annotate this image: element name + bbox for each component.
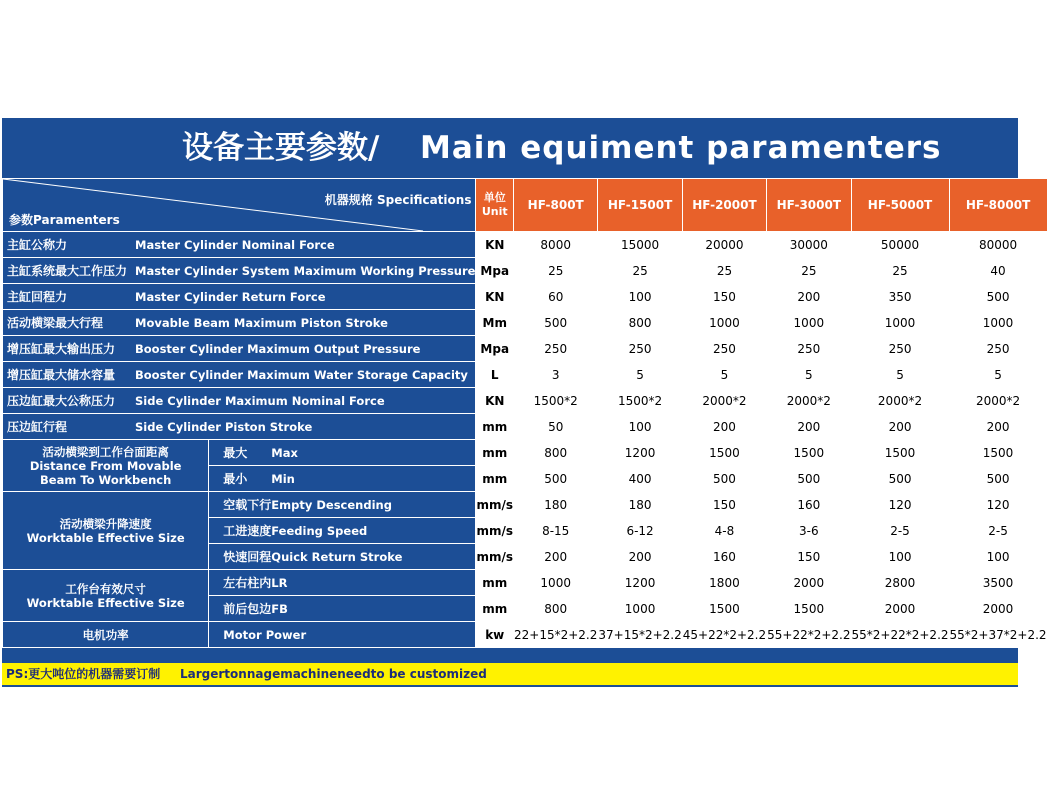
param-name-en: Master Cylinder Nominal Force bbox=[135, 237, 335, 252]
motor-en: Motor Power bbox=[223, 627, 307, 642]
group-name-en: Beam To Workbench bbox=[40, 472, 172, 487]
value-cell: 2000 bbox=[767, 570, 851, 596]
value-cell: 2000 bbox=[851, 596, 949, 622]
sub-param-cell bbox=[209, 466, 476, 492]
value-cell: 350 bbox=[851, 284, 949, 310]
param-name-cn: 主缸公称力 bbox=[7, 238, 68, 252]
value-cell: 1500 bbox=[851, 440, 949, 466]
sub-param-en: Feeding Speed bbox=[271, 523, 368, 538]
value-cell: 800 bbox=[514, 440, 598, 466]
value-cell: 200 bbox=[598, 544, 682, 570]
value-cell: 3 bbox=[514, 362, 598, 388]
sub-param-name bbox=[209, 570, 475, 595]
param-cell bbox=[3, 284, 476, 310]
param-name-cn: 主缸回程力 bbox=[7, 290, 68, 304]
title-en: Main equiment paramenters bbox=[420, 130, 942, 166]
sub-param-cn: 快速回程 bbox=[223, 550, 272, 564]
param-spec-header bbox=[3, 179, 476, 232]
model-header: HF-8000T bbox=[949, 179, 1047, 232]
sub-param-cell bbox=[209, 518, 476, 544]
sub-param-cell bbox=[209, 596, 476, 622]
value-cell: 5 bbox=[598, 362, 682, 388]
model-header: HF-5000T bbox=[851, 179, 949, 232]
param-name-en: Side Cylinder Maximum Nominal Force bbox=[135, 393, 385, 408]
table-row bbox=[3, 310, 1048, 336]
value-cell: 20000 bbox=[682, 232, 766, 258]
sub-param-cn: 左右柱内 bbox=[223, 576, 272, 590]
model-header: HF-2000T bbox=[682, 179, 766, 232]
unit-cell: kw bbox=[476, 622, 514, 648]
value-cell: 200 bbox=[767, 414, 851, 440]
param-cell bbox=[3, 336, 476, 362]
value-cell: 500 bbox=[682, 466, 766, 492]
value-cell: 4-8 bbox=[682, 518, 766, 544]
value-cell: 150 bbox=[682, 284, 766, 310]
value-cell: 1200 bbox=[598, 570, 682, 596]
value-cell: 37+15*2+2.2 bbox=[598, 622, 682, 648]
value-cell: 5 bbox=[851, 362, 949, 388]
group-name bbox=[3, 517, 208, 545]
spec-table bbox=[2, 178, 1048, 648]
param-name-en: Master Cylinder Return Force bbox=[135, 289, 326, 304]
sub-param-name bbox=[209, 518, 475, 543]
unit-cell: KN bbox=[476, 232, 514, 258]
value-cell: 3-6 bbox=[767, 518, 851, 544]
unit-cell: mm bbox=[476, 570, 514, 596]
table-row bbox=[3, 492, 1048, 518]
ps-note-en: Largertonnagemachineneedto be customized bbox=[180, 667, 487, 681]
param-name-en: Master Cylinder System Maximum Working Pressure bbox=[135, 263, 476, 278]
param-name-en: Movable Beam Maximum Piston Stroke bbox=[135, 315, 388, 330]
value-cell: 1500*2 bbox=[598, 388, 682, 414]
sub-param-en: Quick Return Stroke bbox=[271, 549, 403, 564]
group-name-en: Worktable Effective Size bbox=[26, 530, 185, 545]
unit-header bbox=[476, 179, 514, 232]
param-name-en: Booster Cylinder Maximum Water Storage Capacity bbox=[135, 367, 468, 382]
sub-param-en: FB bbox=[271, 601, 288, 616]
value-cell: 55+22*2+2.2 bbox=[767, 622, 851, 648]
sub-param-cn: 最大 bbox=[223, 446, 248, 460]
param-name-cn: 主缸系统最大工作压力 bbox=[7, 264, 128, 278]
param-name bbox=[3, 284, 475, 309]
value-cell: 120 bbox=[851, 492, 949, 518]
value-cell: 1500 bbox=[767, 596, 851, 622]
group-name-cn: 工作台有效尺寸 bbox=[65, 581, 146, 596]
param-cell bbox=[3, 414, 476, 440]
value-cell: 800 bbox=[598, 310, 682, 336]
value-cell: 160 bbox=[682, 544, 766, 570]
sub-param-cn: 工进速度 bbox=[223, 524, 272, 538]
sub-param-cn: 前后包边 bbox=[223, 602, 272, 616]
value-cell: 200 bbox=[767, 284, 851, 310]
unit-cell: mm bbox=[476, 596, 514, 622]
value-cell: 22+15*2+2.2 bbox=[514, 622, 598, 648]
group-name-cn: 活动横梁升降速度 bbox=[59, 516, 152, 531]
unit-header-cn: 单位 bbox=[483, 191, 506, 204]
value-cell: 160 bbox=[767, 492, 851, 518]
param-name bbox=[3, 310, 475, 335]
table-row bbox=[3, 232, 1048, 258]
value-cell: 180 bbox=[598, 492, 682, 518]
value-cell: 2800 bbox=[851, 570, 949, 596]
param-name bbox=[3, 388, 475, 413]
value-cell: 15000 bbox=[598, 232, 682, 258]
spec-sheet bbox=[2, 118, 1047, 687]
value-cell: 500 bbox=[949, 466, 1047, 492]
sub-param-en: Min bbox=[271, 471, 295, 486]
unit-cell: KN bbox=[476, 284, 514, 310]
table-row bbox=[3, 570, 1048, 596]
param-cell bbox=[3, 362, 476, 388]
value-cell: 25 bbox=[682, 258, 766, 284]
value-cell: 1000 bbox=[598, 596, 682, 622]
value-cell: 100 bbox=[949, 544, 1047, 570]
sub-param-cell bbox=[209, 492, 476, 518]
sub-param-name bbox=[209, 440, 475, 465]
param-name bbox=[3, 336, 475, 361]
group-name-en: Distance From Movable bbox=[29, 458, 182, 473]
param-name-cn: 增压缸最大输出压力 bbox=[7, 342, 116, 356]
param-name bbox=[3, 232, 475, 257]
unit-cell: mm/s bbox=[476, 544, 514, 570]
table-row bbox=[3, 414, 1048, 440]
table-row bbox=[3, 362, 1048, 388]
value-cell: 8000 bbox=[514, 232, 598, 258]
table-row bbox=[3, 440, 1048, 466]
unit-cell: mm bbox=[476, 466, 514, 492]
value-cell: 250 bbox=[949, 336, 1047, 362]
param-name-en: Side Cylinder Piston Stroke bbox=[135, 419, 313, 434]
group-cell bbox=[3, 570, 209, 622]
title-cn: 设备主要参数/ bbox=[182, 130, 380, 166]
value-cell: 1000 bbox=[682, 310, 766, 336]
model-header: HF-1500T bbox=[598, 179, 682, 232]
value-cell: 250 bbox=[767, 336, 851, 362]
value-cell: 80000 bbox=[949, 232, 1047, 258]
sub-param-name bbox=[209, 544, 475, 569]
group-name bbox=[3, 582, 208, 610]
sub-param-name bbox=[209, 596, 475, 621]
value-cell: 2000*2 bbox=[767, 388, 851, 414]
param-name-cn: 压边缸行程 bbox=[7, 420, 68, 434]
value-cell: 25 bbox=[767, 258, 851, 284]
value-cell: 500 bbox=[949, 284, 1047, 310]
value-cell: 150 bbox=[767, 544, 851, 570]
value-cell: 400 bbox=[598, 466, 682, 492]
value-cell: 100 bbox=[598, 414, 682, 440]
ps-note-cn: PS:更大吨位的机器需要订制 bbox=[6, 667, 161, 681]
param-cell bbox=[3, 388, 476, 414]
sub-param-en: Max bbox=[271, 445, 298, 460]
param-name bbox=[3, 258, 475, 283]
unit-cell: Mpa bbox=[476, 258, 514, 284]
param-name bbox=[3, 362, 475, 387]
value-cell: 150 bbox=[682, 492, 766, 518]
unit-header-en: Unit bbox=[481, 205, 508, 218]
value-cell: 3500 bbox=[949, 570, 1047, 596]
ps-note bbox=[2, 663, 1018, 685]
value-cell: 60 bbox=[514, 284, 598, 310]
value-cell: 2000*2 bbox=[682, 388, 766, 414]
value-cell: 2000*2 bbox=[949, 388, 1047, 414]
value-cell: 250 bbox=[851, 336, 949, 362]
value-cell: 1200 bbox=[598, 440, 682, 466]
value-cell: 1800 bbox=[682, 570, 766, 596]
table-row bbox=[3, 258, 1048, 284]
param-cell bbox=[3, 310, 476, 336]
value-cell: 200 bbox=[851, 414, 949, 440]
value-cell: 25 bbox=[851, 258, 949, 284]
value-cell: 1500*2 bbox=[514, 388, 598, 414]
value-cell: 1500 bbox=[949, 440, 1047, 466]
value-cell: 500 bbox=[514, 466, 598, 492]
value-cell: 50 bbox=[514, 414, 598, 440]
value-cell: 200 bbox=[949, 414, 1047, 440]
sub-param-cell bbox=[209, 440, 476, 466]
model-header: HF-800T bbox=[514, 179, 598, 232]
param-name-cn: 活动横梁最大行程 bbox=[7, 316, 104, 330]
param-name-en: Booster Cylinder Maximum Output Pressure bbox=[135, 341, 421, 356]
group-name-cn: 活动横梁到工作台面距离 bbox=[42, 444, 169, 459]
param-label: 参数Paramenters bbox=[9, 213, 120, 227]
value-cell: 8-15 bbox=[514, 518, 598, 544]
value-cell: 1000 bbox=[767, 310, 851, 336]
diagonal-header bbox=[3, 179, 475, 231]
value-cell: 500 bbox=[514, 310, 598, 336]
motor-en-cell bbox=[209, 622, 476, 648]
unit-cell: KN bbox=[476, 388, 514, 414]
value-cell: 25 bbox=[514, 258, 598, 284]
value-cell: 1000 bbox=[514, 570, 598, 596]
value-cell: 500 bbox=[851, 466, 949, 492]
value-cell: 45+22*2+2.2 bbox=[682, 622, 766, 648]
group-name-en: Worktable Effective Size bbox=[26, 595, 185, 610]
value-cell: 1000 bbox=[949, 310, 1047, 336]
unit-cell: mm/s bbox=[476, 492, 514, 518]
value-cell: 120 bbox=[949, 492, 1047, 518]
value-cell: 200 bbox=[514, 544, 598, 570]
sub-param-en: Empty Descending bbox=[271, 497, 392, 512]
table-row bbox=[3, 284, 1048, 310]
sub-param-cell bbox=[209, 570, 476, 596]
param-name-cn: 压边缸最大公称压力 bbox=[7, 394, 116, 408]
group-cell bbox=[3, 440, 209, 492]
value-cell: 2000 bbox=[949, 596, 1047, 622]
sub-param-cn: 最小 bbox=[223, 472, 248, 486]
value-cell: 100 bbox=[851, 544, 949, 570]
group-cell bbox=[3, 492, 209, 570]
value-cell: 25 bbox=[598, 258, 682, 284]
param-name-cn: 增压缸最大储水容量 bbox=[7, 368, 116, 382]
value-cell: 800 bbox=[514, 596, 598, 622]
unit-cell: mm/s bbox=[476, 518, 514, 544]
value-cell: 1500 bbox=[682, 596, 766, 622]
value-cell: 5 bbox=[949, 362, 1047, 388]
value-cell: 100 bbox=[598, 284, 682, 310]
unit-cell: Mm bbox=[476, 310, 514, 336]
table-row-motor bbox=[3, 622, 1048, 648]
value-cell: 55*2+37*2+2.2 bbox=[949, 622, 1047, 648]
value-cell: 6-12 bbox=[598, 518, 682, 544]
value-cell: 30000 bbox=[767, 232, 851, 258]
param-cell bbox=[3, 232, 476, 258]
param-name bbox=[3, 414, 475, 439]
value-cell: 2000*2 bbox=[851, 388, 949, 414]
value-cell: 200 bbox=[682, 414, 766, 440]
sub-param-name bbox=[209, 492, 475, 517]
value-cell: 55*2+22*2+2.2 bbox=[851, 622, 949, 648]
value-cell: 5 bbox=[767, 362, 851, 388]
unit-cell: L bbox=[476, 362, 514, 388]
sub-param-cn: 空载下行 bbox=[223, 498, 272, 512]
value-cell: 250 bbox=[598, 336, 682, 362]
model-header: HF-3000T bbox=[767, 179, 851, 232]
sub-param-cell bbox=[209, 544, 476, 570]
value-cell: 250 bbox=[682, 336, 766, 362]
header-row bbox=[3, 179, 1048, 232]
value-cell: 40 bbox=[949, 258, 1047, 284]
value-cell: 2-5 bbox=[851, 518, 949, 544]
value-cell: 50000 bbox=[851, 232, 949, 258]
page-title bbox=[2, 118, 1018, 178]
value-cell: 250 bbox=[514, 336, 598, 362]
value-cell: 180 bbox=[514, 492, 598, 518]
value-cell: 2-5 bbox=[949, 518, 1047, 544]
param-cell bbox=[3, 258, 476, 284]
value-cell: 500 bbox=[767, 466, 851, 492]
motor-cn-cell: 电机功率 bbox=[3, 622, 209, 648]
value-cell: 1500 bbox=[682, 440, 766, 466]
spec-label: 机器规格 Specifications bbox=[324, 193, 472, 207]
sub-param-en: LR bbox=[271, 575, 288, 590]
unit-cell: Mpa bbox=[476, 336, 514, 362]
unit-cell: mm bbox=[476, 414, 514, 440]
sub-param-name bbox=[209, 466, 475, 491]
group-name bbox=[3, 445, 208, 487]
table-row bbox=[3, 336, 1048, 362]
value-cell: 1500 bbox=[767, 440, 851, 466]
value-cell: 5 bbox=[682, 362, 766, 388]
unit-cell: mm bbox=[476, 440, 514, 466]
value-cell: 1000 bbox=[851, 310, 949, 336]
table-row bbox=[3, 388, 1048, 414]
